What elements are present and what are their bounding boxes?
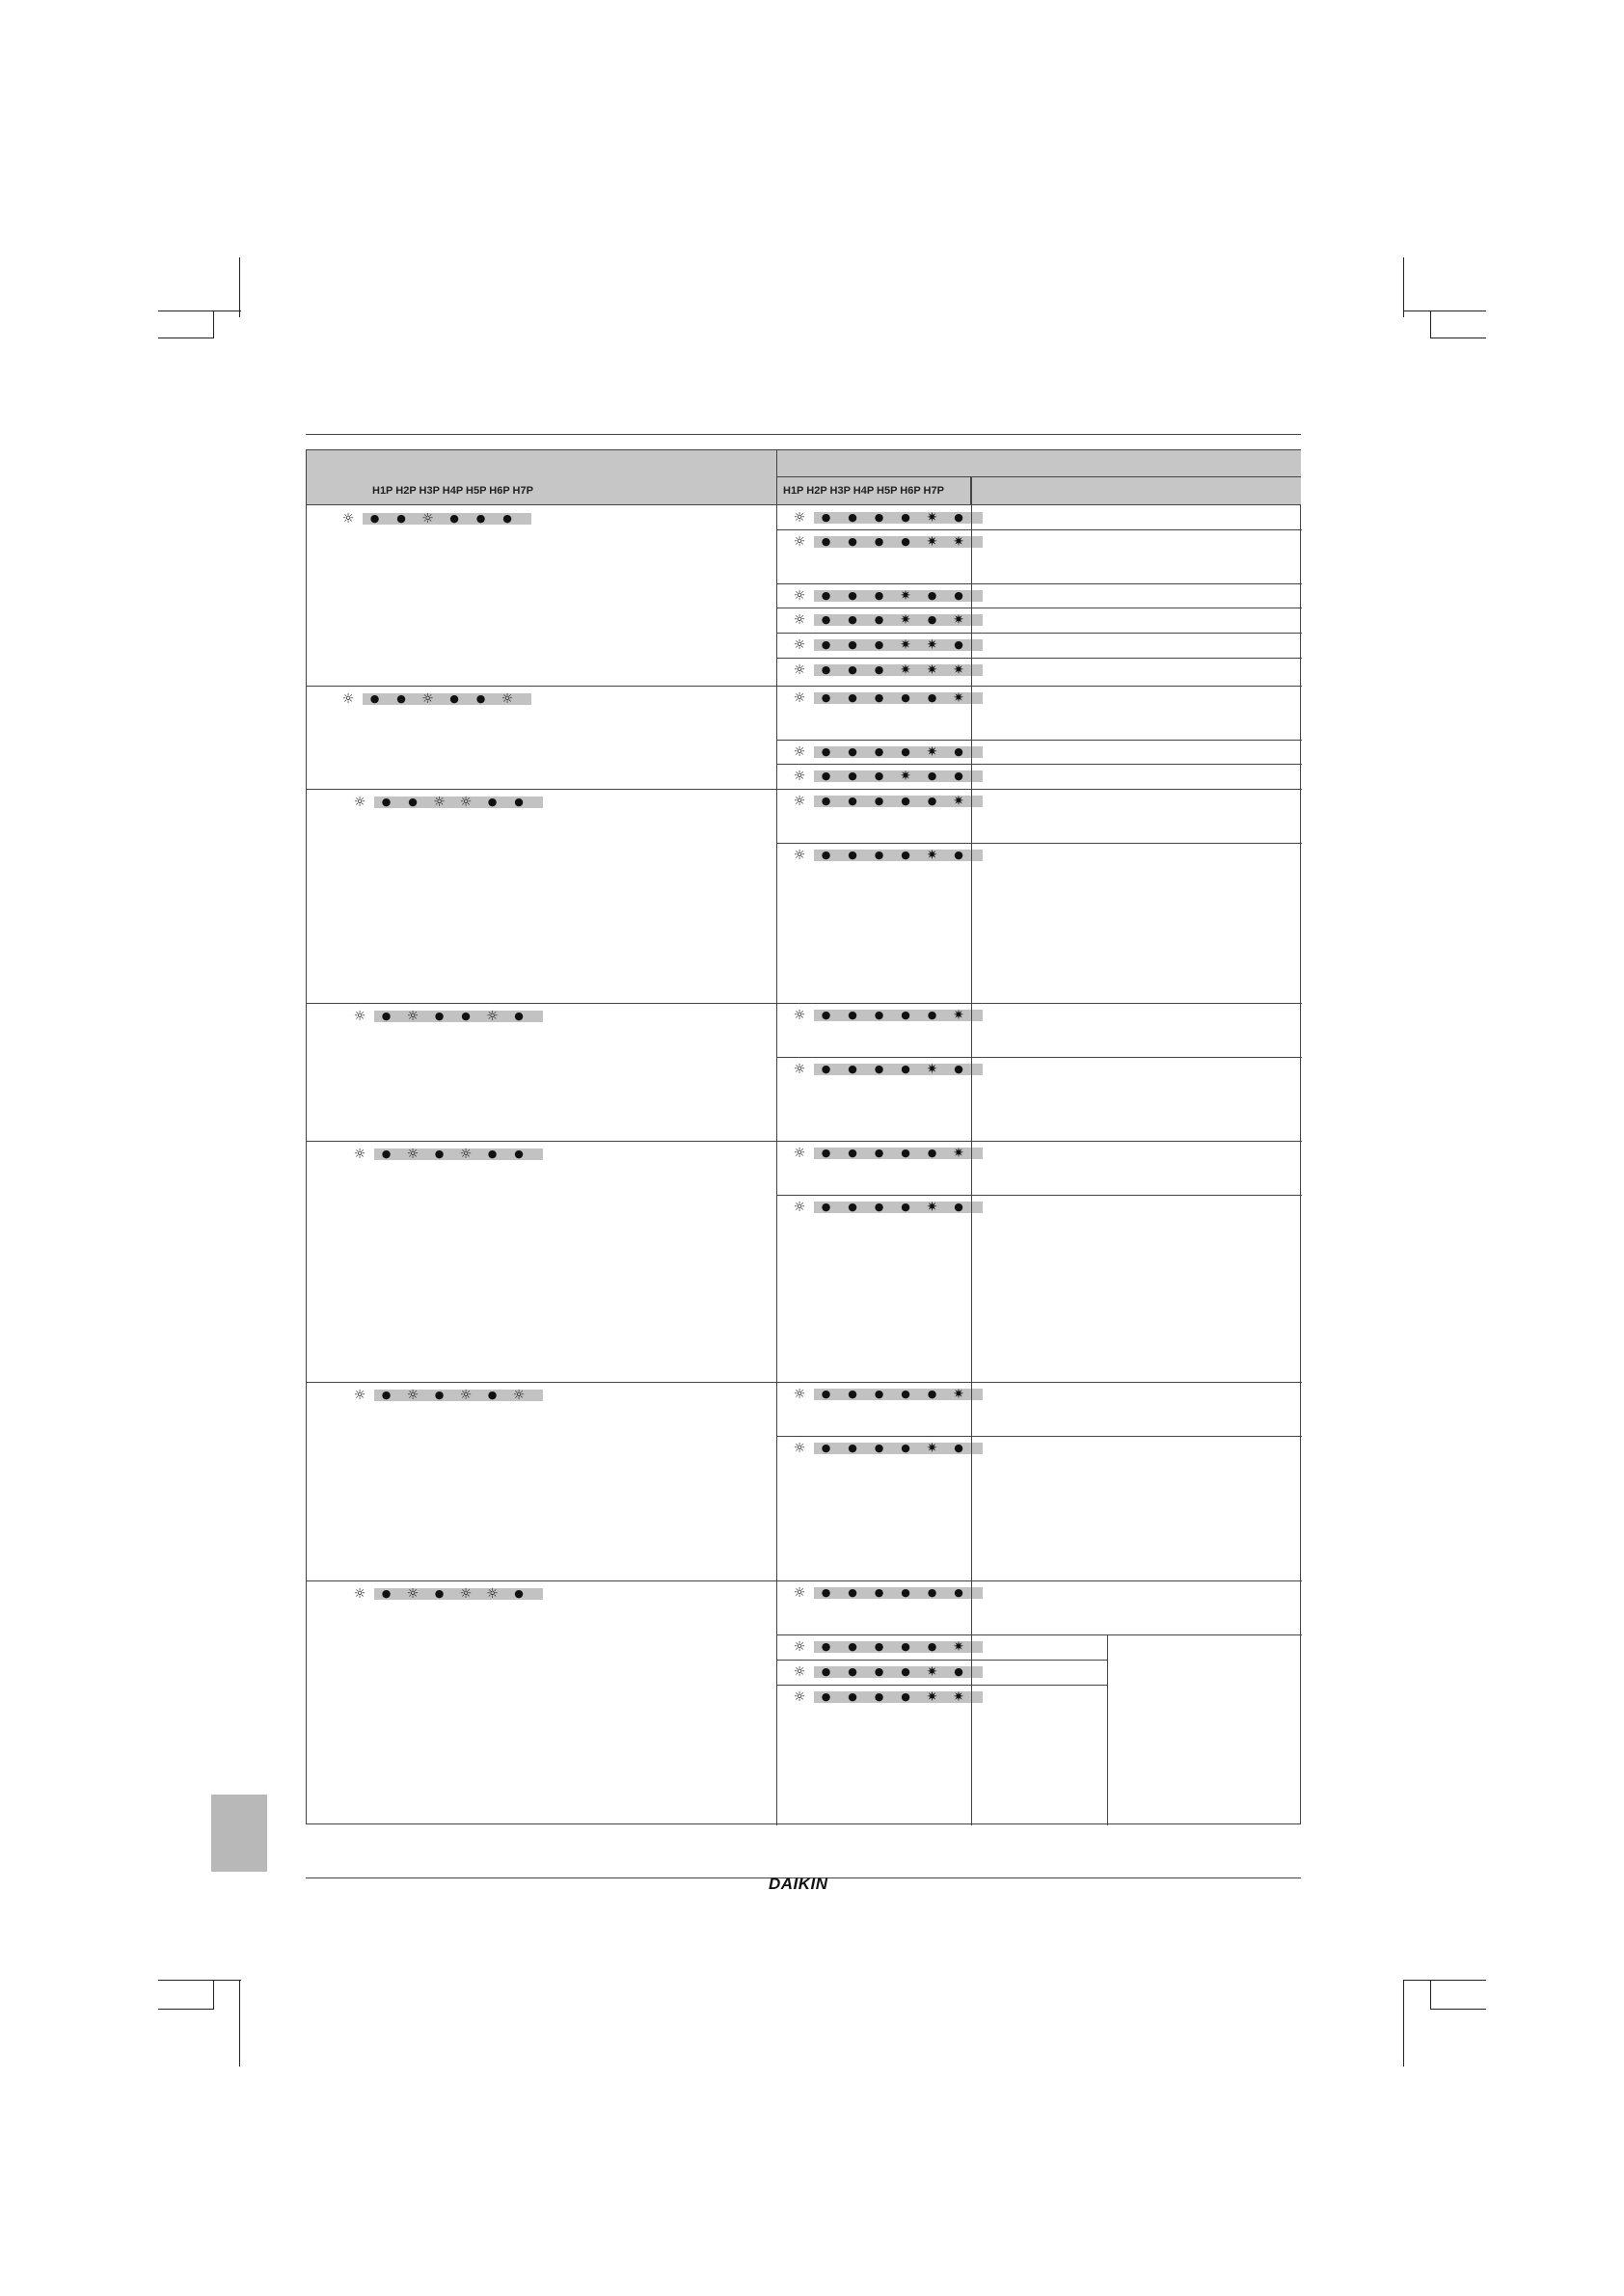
sun-led-icon: ☼ [793,1062,806,1077]
crop-mark [213,1980,214,2009]
sun-led-icon: ☼ [341,691,355,707]
filled-dot-led-icon: ● [954,745,963,758]
column-divider [971,476,972,1825]
sun-led-icon: ☼ [459,1147,473,1162]
blinking-led-icon: ✷ [953,1008,964,1023]
filled-dot-led-icon: ● [821,1009,831,1021]
filled-dot-led-icon: ● [475,512,486,525]
led-column-labels-left: H1P H2P H3P H4P H5P H6P H7P [372,485,533,497]
filled-dot-led-icon: ● [396,692,406,705]
filled-dot-led-icon: ● [475,692,486,705]
table-header-right-desc [970,476,1301,505]
filled-dot-led-icon: ● [408,796,418,808]
filled-dot-led-icon: ● [381,796,392,808]
sun-led-icon: ☼ [793,1639,806,1655]
crop-mark [213,311,214,338]
filled-dot-led-icon: ● [848,589,857,602]
filled-dot-led-icon: ● [927,795,937,807]
led-pattern-right [793,1200,983,1215]
sun-led-icon: ☼ [793,794,806,809]
led-column-labels-right: H1P H2P H3P H4P H5P H6P H7P [783,485,944,497]
filled-dot-led-icon: ● [927,1147,937,1159]
led-pattern-right [793,1062,983,1077]
filled-dot-led-icon: ● [901,795,910,807]
crop-mark [1430,1980,1431,2009]
filled-dot-led-icon: ● [901,1665,910,1678]
filled-dot-led-icon: ● [901,1063,910,1075]
blinking-led-icon: ✷ [926,848,938,863]
sun-led-icon: ☼ [793,848,806,863]
filled-dot-led-icon: ● [821,511,831,524]
filled-dot-led-icon: ● [874,849,884,861]
led-pattern-left [353,1388,543,1403]
filled-dot-led-icon: ● [954,1201,963,1213]
filled-dot-led-icon: ● [821,745,831,758]
filled-dot-led-icon: ● [874,663,884,676]
filled-dot-led-icon: ● [927,1009,937,1021]
led-pattern-right [793,534,983,550]
sun-led-icon: ☼ [793,744,806,760]
filled-dot-led-icon: ● [434,1389,445,1401]
sun-led-icon: ☼ [459,795,473,810]
filled-dot-led-icon: ● [821,638,831,651]
blinking-led-icon: ✷ [926,662,938,678]
led-pattern-right [793,1639,983,1655]
blinking-led-icon: ✷ [953,1689,964,1705]
blinking-led-icon: ✷ [926,1200,938,1215]
filled-dot-led-icon: ● [954,1665,963,1678]
group-divider [307,686,1302,687]
filled-dot-led-icon: ● [821,849,831,861]
row-divider [776,764,1302,765]
filled-dot-led-icon: ● [434,1010,445,1022]
filled-dot-led-icon: ● [848,1586,857,1599]
filled-dot-led-icon: ● [821,535,831,548]
group-divider [307,1382,1302,1383]
led-pattern-right [793,1008,983,1023]
filled-dot-led-icon: ● [514,1148,524,1160]
filled-dot-led-icon: ● [874,511,884,524]
crop-mark [1403,257,1404,317]
led-pattern-right [793,1441,983,1456]
led-pattern-right [793,1146,983,1161]
led-pattern-right [793,588,983,604]
filled-dot-led-icon: ● [848,1442,857,1454]
filled-dot-led-icon: ● [821,691,831,704]
filled-dot-led-icon: ● [901,1147,910,1159]
filled-dot-led-icon: ● [874,1063,884,1075]
blinking-led-icon: ✷ [953,534,964,550]
filled-dot-led-icon: ● [874,691,884,704]
filled-dot-led-icon: ● [927,770,937,782]
row-divider [776,1195,1302,1196]
blinking-led-icon: ✷ [900,612,911,628]
filled-dot-led-icon: ● [874,638,884,651]
filled-dot-led-icon: ● [821,589,831,602]
filled-dot-led-icon: ● [848,511,857,524]
filled-dot-led-icon: ● [954,770,963,782]
sun-led-icon: ☼ [793,1689,806,1705]
led-pattern-left [341,511,531,527]
group-divider [307,1003,1302,1004]
blinking-led-icon: ✷ [953,1146,964,1161]
sun-led-icon: ☼ [793,662,806,678]
row-divider [776,529,1302,530]
filled-dot-led-icon: ● [901,1388,910,1400]
filled-dot-led-icon: ● [487,1389,498,1401]
filled-dot-led-icon: ● [848,1063,857,1075]
row-divider [776,1634,1302,1635]
filled-dot-led-icon: ● [821,1665,831,1678]
sun-led-icon: ☼ [353,1147,366,1162]
led-pattern-left [353,1586,543,1602]
filled-dot-led-icon: ● [954,1586,963,1599]
filled-dot-led-icon: ● [927,1388,937,1400]
sun-led-icon: ☼ [406,1586,420,1602]
filled-dot-led-icon: ● [434,1587,445,1600]
filled-dot-led-icon: ● [927,691,937,704]
crop-mark [158,1980,241,1981]
crop-mark [1403,1980,1404,2066]
header-rule [306,434,1301,435]
row-divider [776,633,1302,634]
row-divider [776,843,1302,844]
column-divider [776,450,777,1825]
filled-dot-led-icon: ● [848,1640,857,1653]
blinking-led-icon: ✷ [926,637,938,653]
led-pattern-right [793,1664,983,1680]
led-pattern-left [341,691,531,707]
filled-dot-led-icon: ● [874,795,884,807]
filled-dot-led-icon: ● [901,1690,910,1703]
filled-dot-led-icon: ● [848,638,857,651]
filled-dot-led-icon: ● [821,1690,831,1703]
filled-dot-led-icon: ● [848,691,857,704]
blinking-led-icon: ✷ [953,662,964,678]
chapter-side-tab [211,1795,267,1872]
blinking-led-icon: ✷ [953,612,964,628]
led-pattern-right [793,510,983,526]
filled-dot-led-icon: ● [381,1010,392,1022]
filled-dot-led-icon: ● [954,1442,963,1454]
sun-led-icon: ☼ [501,691,514,707]
table-header-right-band [776,450,1301,477]
filled-dot-led-icon: ● [369,512,380,525]
led-pattern-right [793,744,983,760]
filled-dot-led-icon: ● [821,1201,831,1213]
group-divider [307,789,1302,790]
blinking-led-icon: ✷ [900,769,911,784]
group-divider [307,1141,1302,1142]
crop-mark [239,1980,240,2066]
blinking-led-icon: ✷ [926,510,938,526]
row-divider [776,1685,1107,1686]
filled-dot-led-icon: ● [821,1147,831,1159]
blinking-led-icon: ✷ [953,1387,964,1402]
sun-led-icon: ☼ [421,691,434,707]
filled-dot-led-icon: ● [848,745,857,758]
filled-dot-led-icon: ● [954,1063,963,1075]
filled-dot-led-icon: ● [874,1586,884,1599]
filled-dot-led-icon: ● [821,1442,831,1454]
sun-led-icon: ☼ [793,588,806,604]
filled-dot-led-icon: ● [848,1665,857,1678]
filled-dot-led-icon: ● [821,795,831,807]
blinking-led-icon: ✷ [953,1639,964,1655]
blinking-led-icon: ✷ [900,637,911,653]
filled-dot-led-icon: ● [848,1690,857,1703]
sun-led-icon: ☼ [486,1586,499,1602]
blinking-led-icon: ✷ [900,662,911,678]
filled-dot-led-icon: ● [487,1148,498,1160]
filled-dot-led-icon: ● [821,663,831,676]
sun-led-icon: ☼ [406,1009,420,1024]
filled-dot-led-icon: ● [821,1063,831,1075]
table-header-right-leds [776,476,971,505]
filled-dot-led-icon: ● [514,796,524,808]
row-divider [776,658,1302,659]
filled-dot-led-icon: ● [874,1009,884,1021]
sun-led-icon: ☼ [793,1441,806,1456]
led-pattern-right [793,794,983,809]
blinking-led-icon: ✷ [926,1441,938,1456]
filled-dot-led-icon: ● [396,512,406,525]
filled-dot-led-icon: ● [874,589,884,602]
filled-dot-led-icon: ● [848,795,857,807]
sun-led-icon: ☼ [406,1147,420,1162]
blinking-led-icon: ✷ [926,1689,938,1705]
filled-dot-led-icon: ● [848,535,857,548]
filled-dot-led-icon: ● [874,1640,884,1653]
filled-dot-led-icon: ● [821,1586,831,1599]
sun-led-icon: ☼ [406,1388,420,1403]
filled-dot-led-icon: ● [848,1388,857,1400]
filled-dot-led-icon: ● [821,1640,831,1653]
led-pattern-left [353,1009,543,1024]
sun-led-icon: ☼ [793,1664,806,1680]
sun-led-icon: ☼ [793,769,806,784]
led-pattern-right [793,637,983,653]
filled-dot-led-icon: ● [874,745,884,758]
sun-led-icon: ☼ [353,795,366,810]
sun-led-icon: ☼ [793,1200,806,1215]
sun-led-icon: ☼ [793,510,806,526]
filled-dot-led-icon: ● [901,691,910,704]
sun-led-icon: ☼ [793,1146,806,1161]
blinking-led-icon: ✷ [953,794,964,809]
sun-led-icon: ☼ [433,795,446,810]
filled-dot-led-icon: ● [927,589,937,602]
sun-led-icon: ☼ [793,534,806,550]
filled-dot-led-icon: ● [901,535,910,548]
led-pattern-right [793,1585,983,1601]
filled-dot-led-icon: ● [449,692,459,705]
filled-dot-led-icon: ● [381,1148,392,1160]
blinking-led-icon: ✷ [926,1062,938,1077]
filled-dot-led-icon: ● [874,535,884,548]
row-divider [776,1057,1302,1058]
sun-led-icon: ☼ [793,1008,806,1023]
sun-led-icon: ☼ [353,1009,366,1024]
filled-dot-led-icon: ● [848,849,857,861]
crop-mark [1430,2009,1486,2010]
row-divider [776,740,1302,741]
group-divider [307,1580,1302,1581]
sun-led-icon: ☼ [793,690,806,706]
sun-led-icon: ☼ [421,511,434,527]
led-pattern-right [793,769,983,784]
filled-dot-led-icon: ● [461,1010,471,1022]
filled-dot-led-icon: ● [848,1147,857,1159]
filled-dot-led-icon: ● [821,613,831,626]
sun-led-icon: ☼ [353,1388,366,1403]
filled-dot-led-icon: ● [369,692,380,705]
sun-led-icon: ☼ [459,1586,473,1602]
filled-dot-led-icon: ● [901,745,910,758]
filled-dot-led-icon: ● [848,1009,857,1021]
filled-dot-led-icon: ● [874,613,884,626]
filled-dot-led-icon: ● [927,1640,937,1653]
filled-dot-led-icon: ● [848,663,857,676]
led-pattern-right [793,662,983,678]
filled-dot-led-icon: ● [901,1586,910,1599]
sun-led-icon: ☼ [793,612,806,628]
column-divider [1107,1634,1108,1825]
filled-dot-led-icon: ● [901,511,910,524]
blinking-led-icon: ✷ [900,588,911,604]
filled-dot-led-icon: ● [874,1442,884,1454]
filled-dot-led-icon: ● [901,1640,910,1653]
filled-dot-led-icon: ● [901,849,910,861]
row-divider [776,583,1302,584]
filled-dot-led-icon: ● [821,770,831,782]
filled-dot-led-icon: ● [874,1147,884,1159]
filled-dot-led-icon: ● [821,1388,831,1400]
filled-dot-led-icon: ● [848,770,857,782]
crop-mark [239,257,240,317]
filled-dot-led-icon: ● [874,1388,884,1400]
filled-dot-led-icon: ● [874,1201,884,1213]
filled-dot-led-icon: ● [874,1665,884,1678]
filled-dot-led-icon: ● [874,1690,884,1703]
row-divider [776,1436,1302,1437]
filled-dot-led-icon: ● [954,849,963,861]
led-pattern-right [793,1689,983,1705]
filled-dot-led-icon: ● [901,1442,910,1454]
sun-led-icon: ☼ [512,1388,526,1403]
led-status-table [306,449,1301,1824]
filled-dot-led-icon: ● [927,1586,937,1599]
filled-dot-led-icon: ● [381,1587,392,1600]
blinking-led-icon: ✷ [926,1664,938,1680]
led-pattern-right [793,848,983,863]
filled-dot-led-icon: ● [874,770,884,782]
filled-dot-led-icon: ● [901,1009,910,1021]
led-pattern-left [353,1147,543,1162]
led-pattern-left [353,795,543,810]
led-pattern-right [793,1387,983,1402]
sun-led-icon: ☼ [793,1387,806,1402]
filled-dot-led-icon: ● [901,1201,910,1213]
filled-dot-led-icon: ● [381,1389,392,1401]
filled-dot-led-icon: ● [848,1201,857,1213]
sun-led-icon: ☼ [353,1586,366,1602]
sun-led-icon: ☼ [793,1585,806,1601]
filled-dot-led-icon: ● [954,511,963,524]
filled-dot-led-icon: ● [514,1587,524,1600]
filled-dot-led-icon: ● [502,512,512,525]
blinking-led-icon: ✷ [953,690,964,706]
sun-led-icon: ☼ [341,511,355,527]
filled-dot-led-icon: ● [927,613,937,626]
blinking-led-icon: ✷ [926,534,938,550]
filled-dot-led-icon: ● [449,512,459,525]
filled-dot-led-icon: ● [848,613,857,626]
filled-dot-led-icon: ● [487,796,498,808]
filled-dot-led-icon: ● [434,1148,445,1160]
filled-dot-led-icon: ● [954,638,963,651]
crop-mark [1430,311,1431,338]
daikin-logo: DAIKIN [769,1875,828,1893]
led-pattern-right [793,612,983,628]
row-divider [776,1660,1107,1661]
crop-mark [158,2009,214,2010]
filled-dot-led-icon: ● [954,589,963,602]
sun-led-icon: ☼ [486,1009,499,1024]
led-pattern-right [793,690,983,706]
sun-led-icon: ☼ [793,637,806,653]
blinking-led-icon: ✷ [926,744,938,760]
table-header-left [307,450,777,505]
sun-led-icon: ☼ [459,1388,473,1403]
filled-dot-led-icon: ● [514,1010,524,1022]
crop-mark [1403,1980,1486,1981]
